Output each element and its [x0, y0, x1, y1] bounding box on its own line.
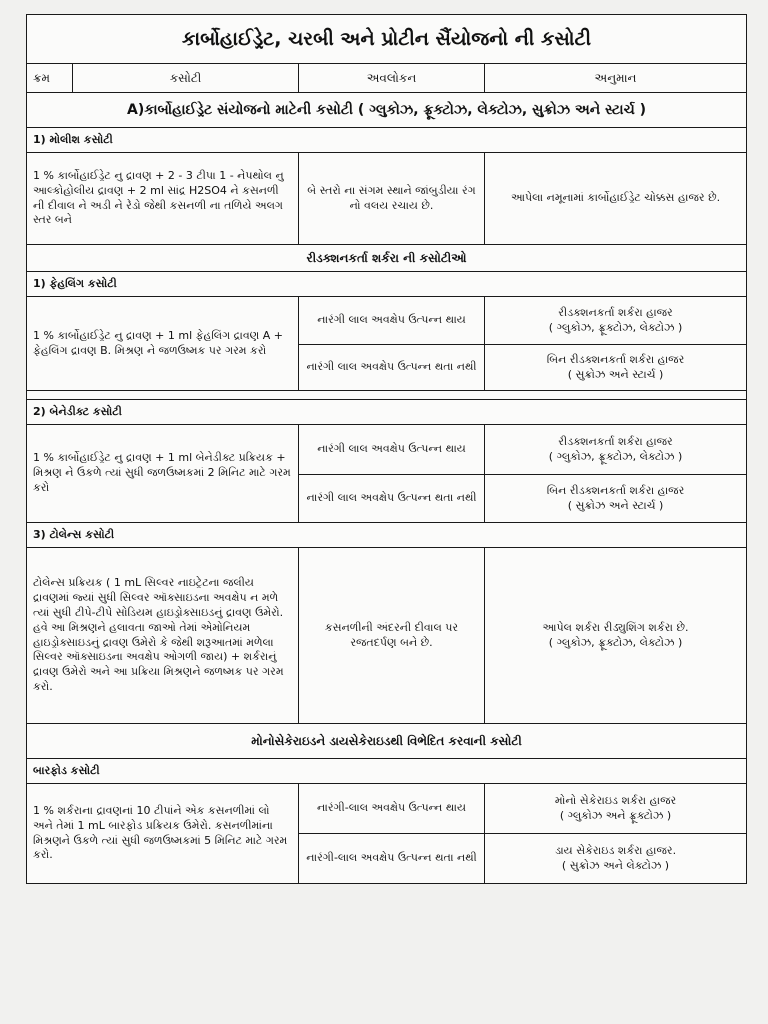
tollens-inference-line-2: ( ગ્લુકોઝ, ફ્રૂક્ટોઝ, લેક્ટોઝ ) [548, 635, 683, 649]
molisch-procedure: 1 % કાર્બોહાઈડ્રેટ નુ દ્રાવણ + 2 - 3 ટીપા 1 - નેપથોલ નુ આલ્કોહોલીય દ્રાવણ + 2 ml સાંદ્ર H2SO4 ને કસનળી ની દીવાલ ને અડી ને રેડો જેથી કસનળી ના તળિયે અલગ સ્તર બને [27, 153, 299, 245]
header-serial: ક્રમ [27, 64, 73, 93]
barfoed-inference-2 [485, 834, 747, 884]
molisch-inference: આપેલા નમૂનામાં કાર્બોહાઈડ્રેટ ચોક્કસ હાજર છે. [485, 153, 747, 245]
header-observation: અવલોકન [299, 64, 485, 93]
worksheet-page [26, 14, 746, 884]
tollens-inference [485, 548, 747, 724]
benedict-heading: 2) બેનેડીક્ટ કસોટી [27, 400, 747, 425]
benedict-inference-2 [485, 475, 747, 523]
benedict-inference-2-line-2: ( સુક્રોઝ અને સ્ટાર્ચ ) [567, 498, 664, 512]
benedict-inference-1 [485, 425, 747, 475]
fehling-inference-2-line-2: ( સુક્રોઝ અને સ્ટાર્ચ ) [567, 367, 664, 381]
barfoed-inference-2-line-2: ( સુક્રોઝ અને લેક્ટોઝ ) [561, 858, 670, 872]
tollens-inference-line-1: આપેલ શર્કરા રીડ્યુશિંગ શર્કરા છે. [542, 620, 689, 634]
barfoed-procedure: 1 % શર્કરાના દ્રાવણનાં 10 ટીપાંને એક કસનળીમાં લો અને તેમાં 1 mL બારફોડ પ્રક્રિયક ઉમેરો. કસનળીમાંના મિશ્રણને ઉકળે ત્યાં સુધી જળઉષ્મકમાં 5 મિનિટ માટે ગરમ કરો. [27, 784, 299, 884]
spacer-row [27, 391, 747, 400]
fehling-inference-2 [485, 345, 747, 391]
barfoed-heading: બારફોડ કસોટી [27, 759, 747, 784]
reducing-sugar-heading: રીડક્શનકર્તા શર્કરા ની કસોટીઓ [27, 245, 747, 272]
header-inference: અનુમાન [485, 64, 747, 93]
fehling-inference-1-line-1: રીડક્શનકર્તા શર્કરા હાજર [558, 305, 673, 319]
barfoed-observation-1: નારંગી-લાલ અવક્ષેપ ઉત્પન્ન થાય [299, 784, 485, 834]
molisch-observation: બે સ્તરો ના સંગમ સ્થાને જાંબુડીયા રંગ નો વલય રચાય છે. [299, 153, 485, 245]
benedict-inference-1-line-1: રીડક્શનકર્તા શર્કરા હાજર [558, 434, 673, 448]
benedict-heading-row [27, 400, 747, 425]
monosaccharide-test-heading: મોનોસેકેરાઇડને ડાયસેકેરાઇડથી વિભેદિત કરવાની કસોટી [27, 724, 747, 759]
barfoed-heading-row [27, 759, 747, 784]
barfoed-inference-1-line-2: ( ગ્લુકોઝ અને ફ્રૂક્ટોઝ ) [559, 808, 672, 822]
benedict-inference-1-line-2: ( ગ્લુકોઝ, ફ્રૂક્ટોઝ, લેક્ટોઝ ) [548, 449, 683, 463]
benedict-observation-2: નારંગી લાલ અવક્ષેપ ઉત્પન્ન થતા નથી [299, 475, 485, 523]
tollens-observation: કસનળીની અંદરની દીવાલ પર રજતદર્પણ બને છે. [299, 548, 485, 724]
barfoed-inference-1 [485, 784, 747, 834]
mono-band-row [27, 724, 747, 759]
benedict-inference-2-line-1: બિન રીડક્શનકર્તા શર્કરા હાજર [546, 483, 685, 497]
tollens-heading: 3) ટોલેન્સ કસોટી [27, 523, 747, 548]
spacer [27, 391, 747, 400]
barfoed-row-1 [27, 784, 747, 834]
fehling-inference-1 [485, 297, 747, 345]
reducing-band-row [27, 245, 747, 272]
test-table [26, 14, 747, 884]
fehling-inference-2-line-1: બિન રીડક્શનકર્તા શર્કરા હાજર [546, 352, 685, 366]
tollens-procedure: ટોલેન્સ પ્રક્રિયક ( 1 mL સિલ્વર નાઇટ્રેટના જલીય દ્રાવણમાં જ્યાં સુધી સિલ્વર ઑક્સાઇડના અવક્ષેપ ન મળે ત્યાં સુધી ટીપે-ટીપે સોડિયમ હાઇડ્રોક્સાઇડનું દ્રાવણ ઉમેરો. હવે આ મિશ્રણને હલાવતા જાઓ તેમાં એમોનિયમ હાઇડ્રોક્સાઇડનું દ્રાવણ ઉમેરો કે જેથી શરૂઆતમાં મળેલા સિલ્વર ઑક્સાઇડના અવક્ષેપ ઓગળી જાય) + શર્કરાનું દ્રાવણ ઉમેરો અને આ પ્રક્રિયા મિશ્રણને જળષ્મક પર ગરમ કરો. [27, 548, 299, 724]
barfoed-inference-2-line-1: ડાય સેકેરાઇડ શર્કરા હાજર. [554, 843, 677, 857]
title-row [27, 15, 747, 64]
benedict-procedure: 1 % કાર્બોહાઈડ્રેટ નુ દ્રાવણ + 1 ml બેનેડીક્ટ પ્રક્રિયક + મિશ્રણ ને ઉકળે ત્યાં સુધી જળઉષ્મકમાં 2 મિનિટ માટે ગરમ કરો [27, 425, 299, 523]
molisch-heading: 1) મોલીશ કસોટી [27, 128, 747, 153]
header-test: કસોટી [73, 64, 299, 93]
section-a-row [27, 93, 747, 128]
barfoed-observation-2: નારંગી-લાલ અવક્ષેપ ઉત્પન્ન થતા નથી [299, 834, 485, 884]
fehling-observation-2: નારંગી લાલ અવક્ષેપ ઉત્પન્ન થતા નથી [299, 345, 485, 391]
benedict-observation-1: નારંગી લાલ અવક્ષેપ ઉત્પન્ન થાય [299, 425, 485, 475]
barfoed-inference-1-line-1: મોનો સેકેરાઇડ શર્કરા હાજર [554, 793, 677, 807]
molisch-row [27, 153, 747, 245]
page-title: કાર્બોહાઈડ્રેટ, ચરબી અને પ્રોટીન સૈંયોજનો ની કસોટી [27, 15, 747, 64]
fehling-heading: 1) ફેહલિંગ કસોટી [27, 272, 747, 297]
fehling-heading-row [27, 272, 747, 297]
header-row [27, 64, 747, 93]
benedict-row-1 [27, 425, 747, 475]
fehling-inference-1-line-2: ( ગ્લુકોઝ, ફ્રૂક્ટોઝ, લેક્ટોઝ ) [548, 320, 683, 334]
tollens-row [27, 548, 747, 724]
fehling-row-1 [27, 297, 747, 345]
fehling-procedure: 1 % કાર્બોહાઈડ્રેટ નુ દ્રાવણ + 1 ml ફેહલિંગ દ્રાવણ A + ફેહલિંગ દ્રાવણ B. મિશ્રણ ને જળઉષ્મક પર ગરમ કરો [27, 297, 299, 391]
fehling-observation-1: નારંગી લાલ અવક્ષેપ ઉત્પન્ન થાય [299, 297, 485, 345]
molisch-heading-row [27, 128, 747, 153]
tollens-heading-row [27, 523, 747, 548]
section-a-heading: A)કાર્બોહાઈડ્રેટ સંયોજનો માટેની કસોટી ( ગ્લુકોઝ, ફ્રૂક્ટોઝ, લેક્ટોઝ, સુક્રોઝ અને સ્ટાર્ચ ) [27, 93, 747, 128]
